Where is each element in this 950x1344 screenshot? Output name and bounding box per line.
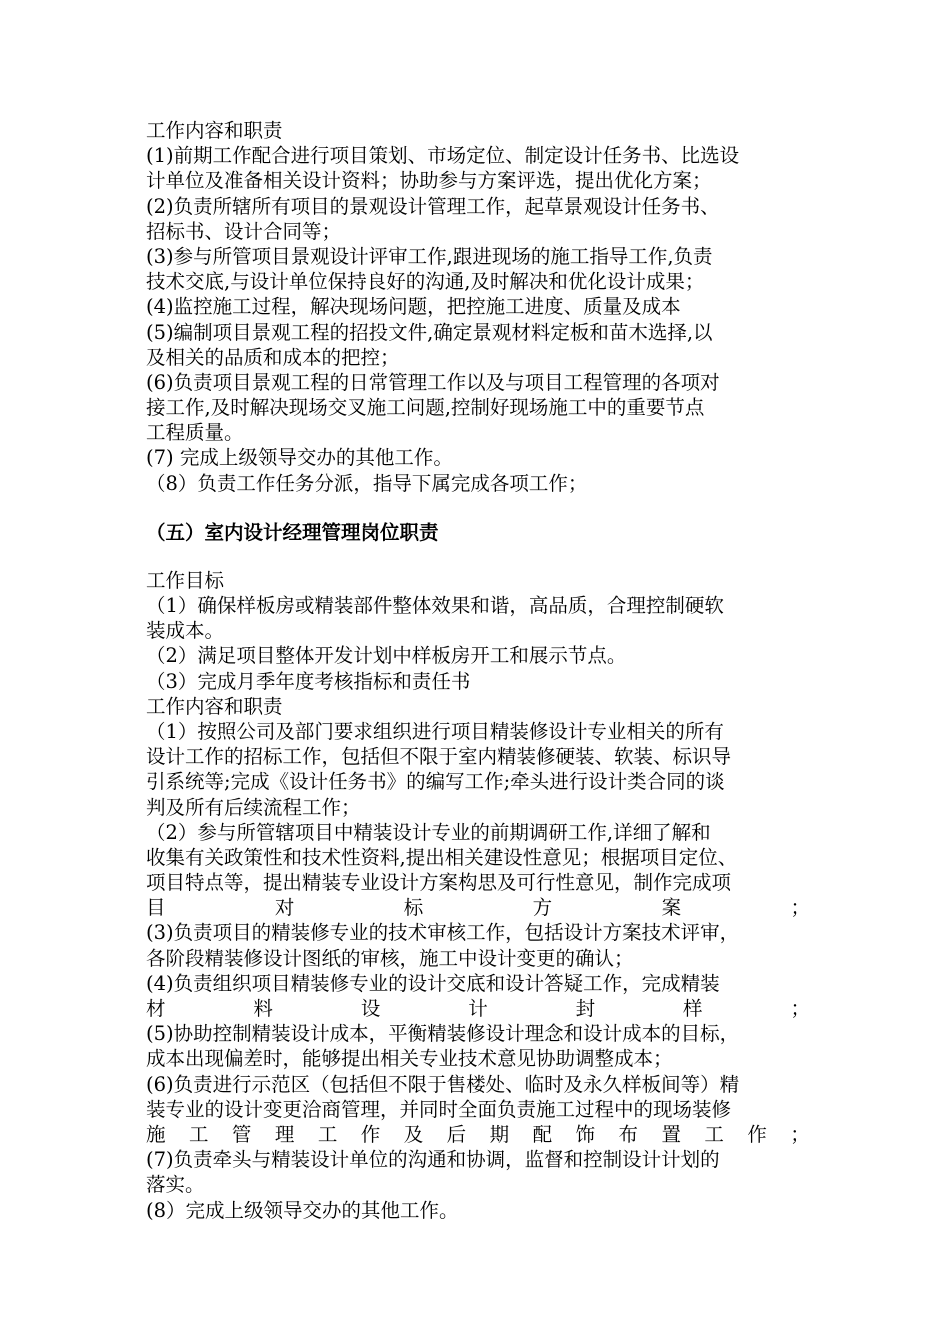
text-line: (6)负责项目景观工程的日常管理工作以及与项目工程管理的各项对	[146, 370, 720, 394]
justified-char: 置	[661, 1122, 681, 1146]
justified-char: 对	[274, 896, 295, 920]
text-line: 工程质量。	[146, 421, 244, 445]
text-line: 及相关的品质和成本的把控；	[146, 345, 400, 369]
justified-char: 施	[146, 1122, 166, 1146]
text-line: (5)协助控制精装设计成本，平衡精装修设计理念和设计成本的目标，	[146, 1022, 740, 1046]
justified-char: 目	[146, 896, 166, 920]
justified-char: 料	[253, 997, 273, 1020]
document-page	[146, 118, 810, 1223]
justified-char: 饰	[575, 1122, 596, 1146]
justified-char: 作	[360, 1122, 381, 1146]
justified-char: 理	[274, 1122, 295, 1146]
text-line: 装成本。	[146, 619, 225, 643]
text-line: 收集有关政策性和技术性资料,提出相关建设性意见；根据项目定位、	[146, 845, 738, 869]
text-line: (5)编制项目景观工程的招投文件,确定景观材料定板和苗木选择,以	[146, 320, 713, 344]
text-line: 工作目标	[146, 568, 225, 592]
text-line: 接工作,及时解决现场交叉施工问题,控制好现场施工中的重要节点	[146, 396, 705, 420]
justified-line	[146, 996, 810, 1021]
justified-line	[146, 895, 810, 920]
section-5-body	[146, 568, 810, 1223]
justified-char: 设	[360, 997, 381, 1020]
text-line: (7) 完成上级领导交办的其他工作。	[146, 446, 453, 470]
text-line: （2）参与所管辖项目中精装设计专业的前期调研工作,详细了解和	[146, 820, 711, 844]
justified-char: 工	[317, 1122, 338, 1146]
justified-char: 计	[468, 997, 488, 1020]
text-line: 引系统等;完成《设计任务书》的编写工作;牵头进行设计类合同的谈	[146, 770, 725, 794]
justified-char: 布	[618, 1122, 638, 1146]
justified-char: 期	[489, 1122, 510, 1146]
text-line: 技术交底,与设计单位保持良好的沟通,及时解决和优化设计成果；	[146, 270, 705, 294]
text-line: 工作内容和职责	[146, 694, 283, 718]
text-line: (4)监控施工过程，解决现场问题，把控施工进度、质量及成本	[146, 295, 681, 319]
justified-char: 作	[747, 1122, 767, 1146]
text-line: (4)负责组织项目精装修专业的设计交底和设计答疑工作，完成精装	[146, 971, 720, 995]
justified-char: 及	[403, 1122, 424, 1146]
justified-char: 方	[532, 896, 553, 920]
justified-char: 工	[704, 1122, 724, 1146]
text-line: （2）满足项目整体开发计划中样板房开工和展示节点。	[146, 644, 627, 668]
section-4-body	[146, 118, 810, 496]
text-line: 设计工作的招标工作，包括但不限于室内精装修硬装、软装、标识导	[146, 745, 732, 769]
justified-char: 材	[146, 997, 166, 1020]
justified-char: ；	[790, 997, 810, 1020]
text-line: (2)负责所辖所有项目的景观设计管理工作，起草景观设计任务书、	[146, 194, 720, 218]
text-line: 工作内容和职责	[146, 119, 283, 142]
text-line: （1）确保样板房或精装部件整体效果和谐，高品质，合理控制硬软	[146, 594, 724, 617]
text-line: （3）完成月季年度考核指标和责任书	[146, 669, 471, 693]
text-line: 成本出现偏差时，能够提出相关专业技术意见协助调整成本；	[146, 1047, 673, 1071]
justified-char: ；	[790, 1122, 810, 1146]
justified-char: 配	[532, 1122, 553, 1146]
text-line: (3)负责项目的精装修专业的技术审核工作，包括设计方案技术评审，	[146, 921, 740, 945]
justified-char: 标	[403, 896, 424, 920]
justified-char: 后	[446, 1122, 467, 1146]
justified-char: 管	[231, 1122, 252, 1146]
text-line: (6)负责进行示范区（包括但不限于售楼处、临时及永久样板间等）精	[146, 1072, 740, 1096]
justified-char: 封	[575, 997, 596, 1020]
text-line: (1)前期工作配合进行项目策划、市场定位、制定设计任务书、比选设	[146, 144, 740, 168]
text-line: 装专业的设计变更洽商管理，并同时全面负责施工过程中的现场装修	[146, 1097, 732, 1121]
text-line: 各阶段精装修设计图纸的审核，施工中设计变更的确认；	[146, 946, 634, 970]
text-line: 项目特点等，提出精装专业设计方案构思及可行性意见，制作完成项	[146, 871, 732, 895]
text-line: （8）负责工作任务分派，指导下属完成各项工作；	[146, 471, 588, 495]
justified-char: 案	[661, 896, 682, 920]
text-line: （1）按照公司及部门要求组织进行项目精装修设计专业相关的所有	[146, 719, 724, 743]
text-line: (7)负责牵头与精装设计单位的沟通和协调，监督和控制设计计划的	[146, 1148, 720, 1172]
justified-char: ；	[790, 896, 810, 920]
text-line: 判及所有后续流程工作；	[146, 795, 361, 819]
text-line: (3)参与所管项目景观设计评审工作,跟进现场的施工指导工作,负责	[146, 244, 713, 268]
text-line: 落实。	[146, 1173, 205, 1197]
section-heading: （五）室内设计经理管理岗位职责	[146, 520, 439, 544]
justified-char: 样	[683, 997, 703, 1020]
justified-char: 工	[188, 1122, 209, 1146]
justified-line	[146, 1122, 810, 1147]
text-line: 计单位及准备相关设计资料；协助参与方案评选，提出优化方案；	[146, 169, 712, 193]
text-line: 招标书、设计合同等；	[146, 219, 342, 243]
text-line: (8）完成上级领导交办的其他工作。	[146, 1198, 459, 1222]
